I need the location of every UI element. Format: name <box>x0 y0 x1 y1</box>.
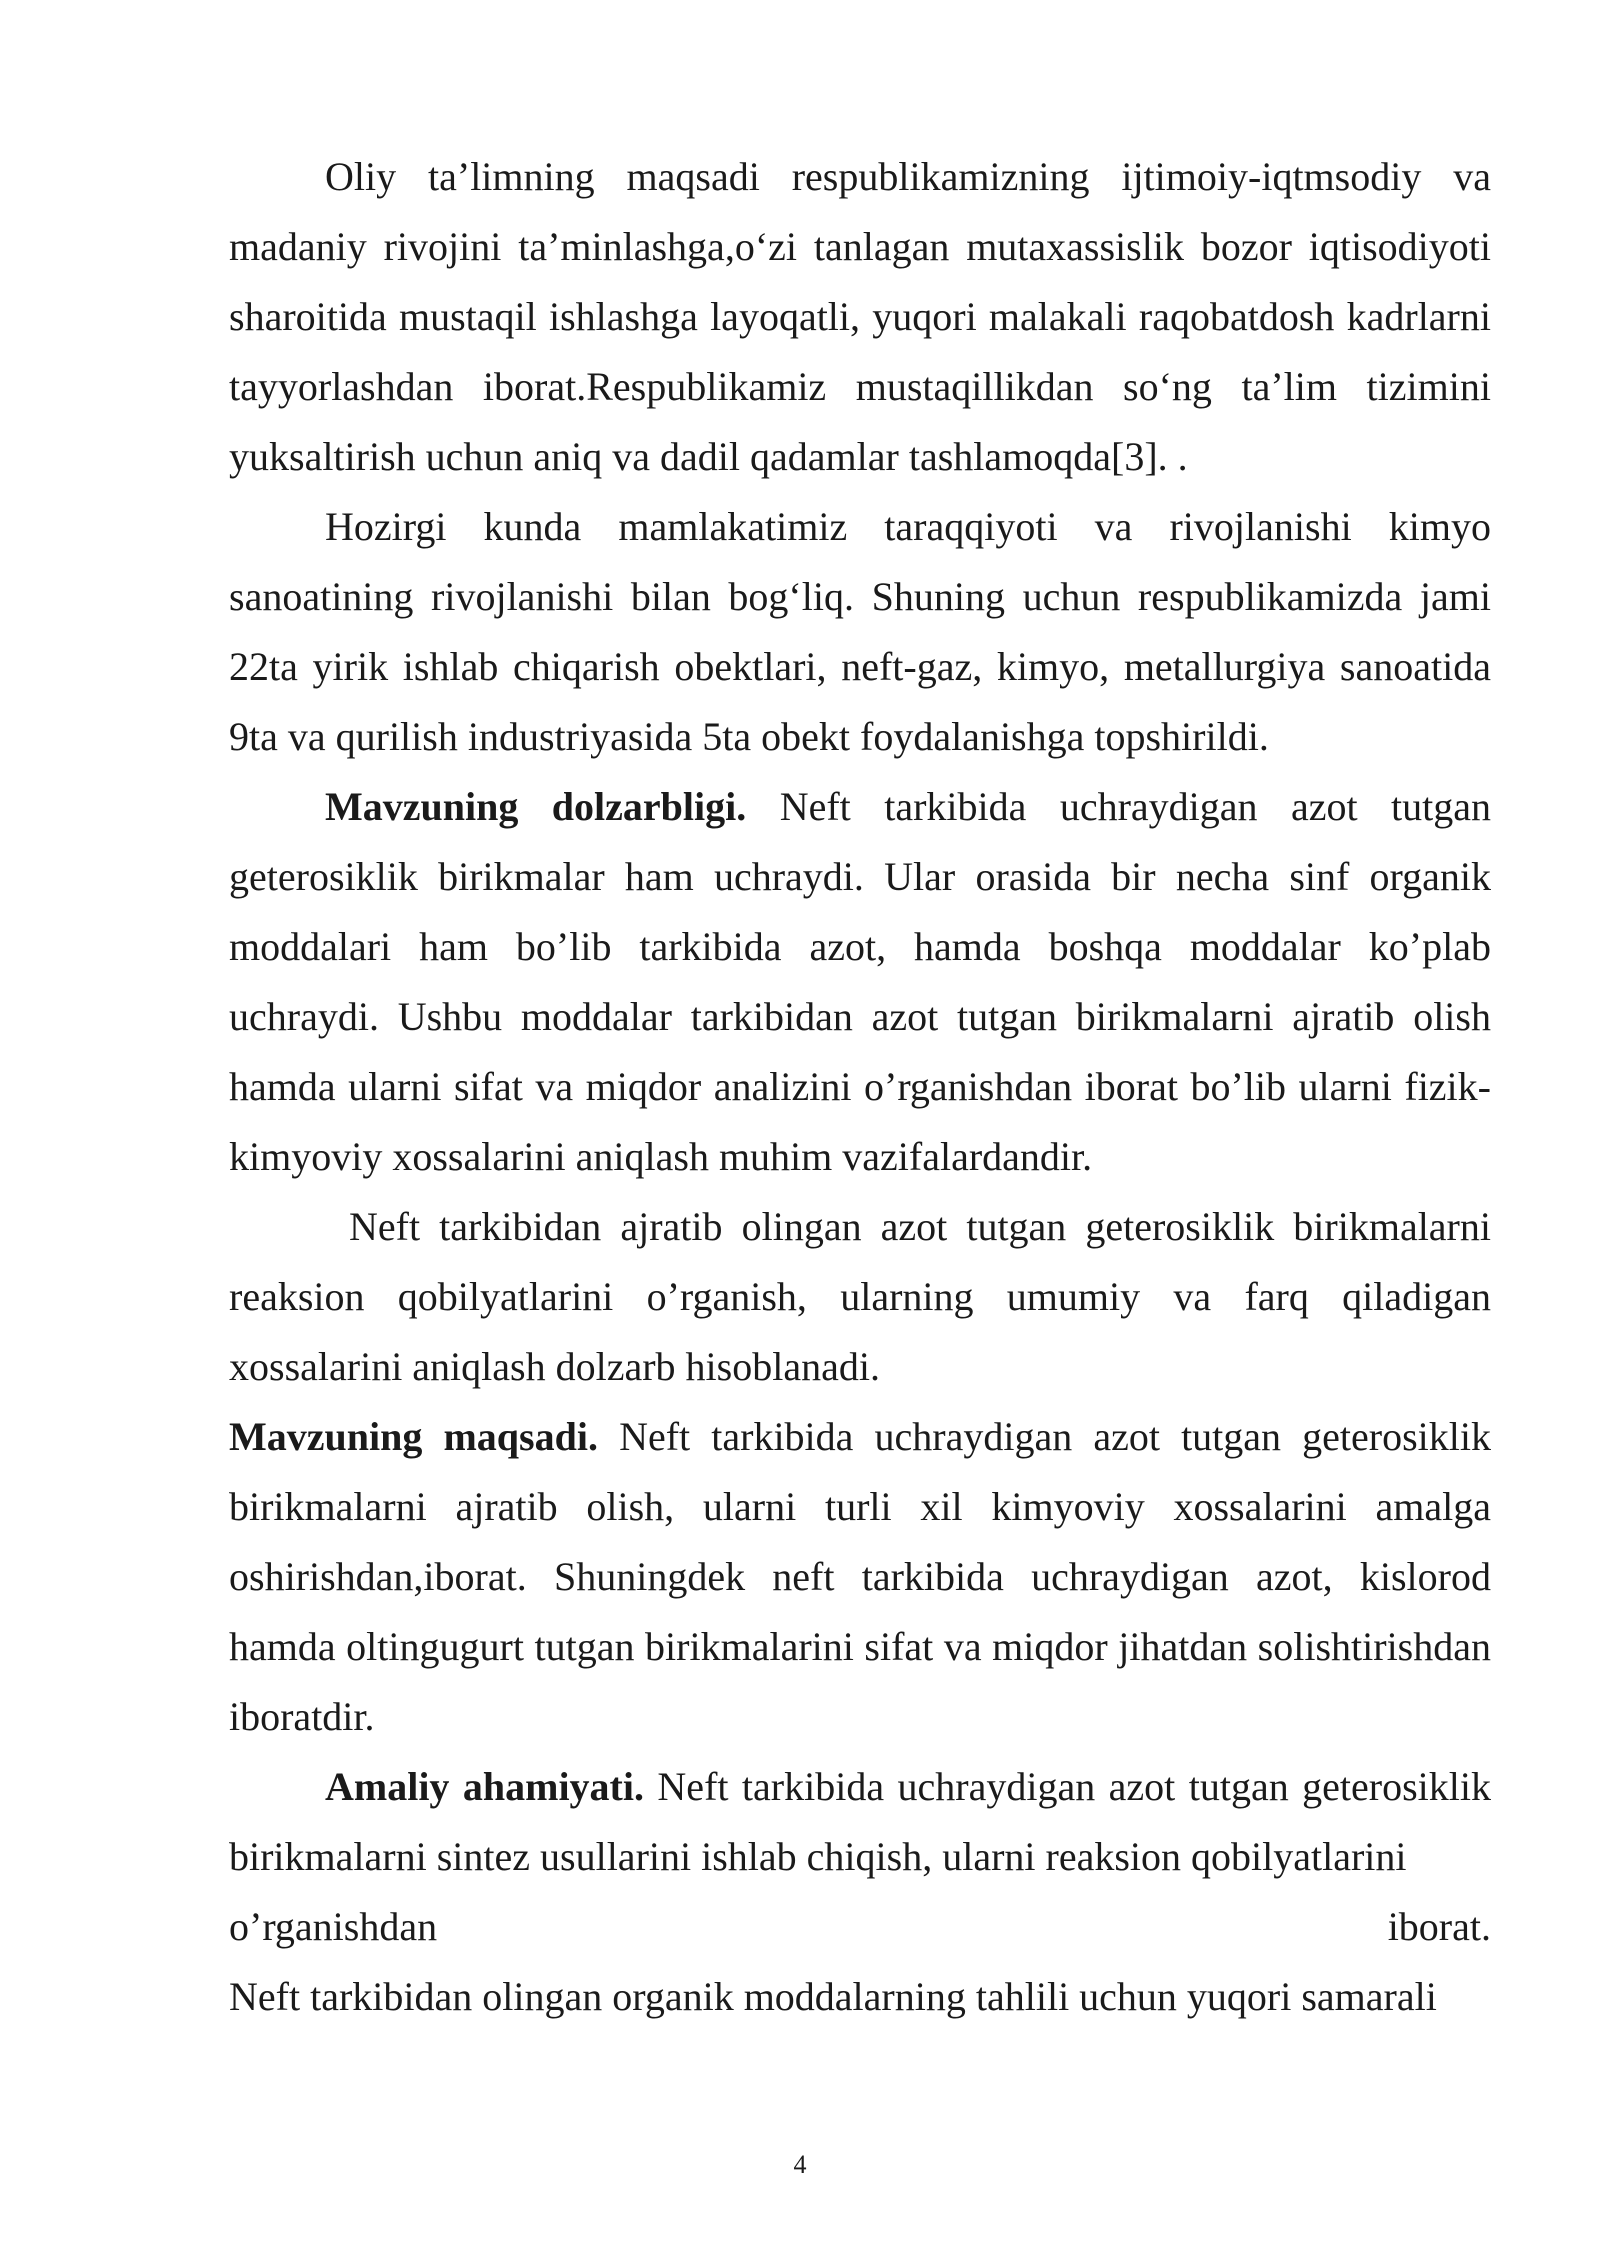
paragraph-maqsadi <box>229 1402 1491 1752</box>
heading-dolzarbligi: Mavzuning dolzarbligi. <box>325 784 747 829</box>
paragraph-reaksion: Neft tarkibidan ajratib olingan azot tutgan geterosiklik birikmalarni reaksion qobilyatlarini o’rganish, ularning umumiy va farq qiladigan xossalarini aniqlash dolzarb hisoblanadi. <box>229 1204 1491 1389</box>
text-maqsadi: Neft tarkibida uchraydigan azot tutgan geterosiklik birikmalarni ajratib olish, ularni turli xil kimyoviy xossalarini amalga oshirishdan,iborat. Shuningdek neft tarkibida uchraydigan azot, kislorod hamda oltingugurt tutgan birikmalarini sifat va miqdor jihatdan solishtirishdan iboratdir. <box>229 1414 1491 1739</box>
heading-maqsadi: Mavzuning maqsadi. <box>229 1414 598 1459</box>
paragraph-dolzarbligi <box>229 772 1491 1192</box>
paragraph-amaliy-last-line <box>229 1892 1491 1962</box>
heading-amaliy: Amaliy ahamiyati. <box>325 1764 644 1809</box>
page-number: 4 <box>793 2150 807 2179</box>
text-dolzarbligi: Neft tarkibida uchraydigan azot tutgan geterosiklik birikmalar ham uchraydi. Ular orasida bir necha sinf organik moddalari ham bo’lib tarkibida azot, hamda boshqa moddalar ko’plab uchraydi. Ushbu moddalar tarkibidan azot tutgan birikmalarni ajratib olish hamda ularni sifat va miqdor analizini o’rganishdan iborat bo’lib ularni fizik-kimyoviy xossalarini aniqlash muhim vazifalardandir. <box>229 784 1492 1179</box>
text-iborat: iborat. <box>1387 1904 1491 1949</box>
paragraph-oliy-talim: Oliy ta’limning maqsadi respublikamizning ijtimoiy-iqtmsodiy va madaniy rivojini ta’minlashga,o‘zi tanlagan mutaxassislik bozor iqtisodiyoti sharoitida mustaqil ishlashga layoqatli, yuqori malakali raqobatdosh kadrlarni tayyorlashdan iborat.Respublikamiz mustaqillikdan so‘ng ta’lim tizimini yuksaltirish uchun aniq va dadil qadamlar tashlamoqda[3]. . <box>229 154 1491 479</box>
paragraph-amaliy <box>229 1752 1491 1892</box>
document-body <box>229 142 1491 2032</box>
text-amaliy: Neft tarkibida uchraydigan azot tutgan geterosiklik birikmalarni sintez usullarini ishlab chiqish, ularni reaksion qobilyatlarini <box>229 1764 1491 1879</box>
paragraph-tahlili: Neft tarkibidan olingan organik moddalarning tahlili uchun yuqori samarali <box>229 1974 1437 2019</box>
text-organishdan: o’rganishdan <box>229 1904 438 1949</box>
paragraph-hozirgi-kunda: Hozirgi kunda mamlakatimiz taraqqiyoti va rivojlanishi kimyo sanoatining rivojlanishi bilan bog‘liq. Shuning uchun respublikamizda jami 22ta yirik ishlab chiqarish obektlari, neft-gaz, kimyo, metallurgiya sanoatida 9ta va qurilish industriyasida 5ta obekt foydalanishga topshirildi. <box>229 504 1491 759</box>
